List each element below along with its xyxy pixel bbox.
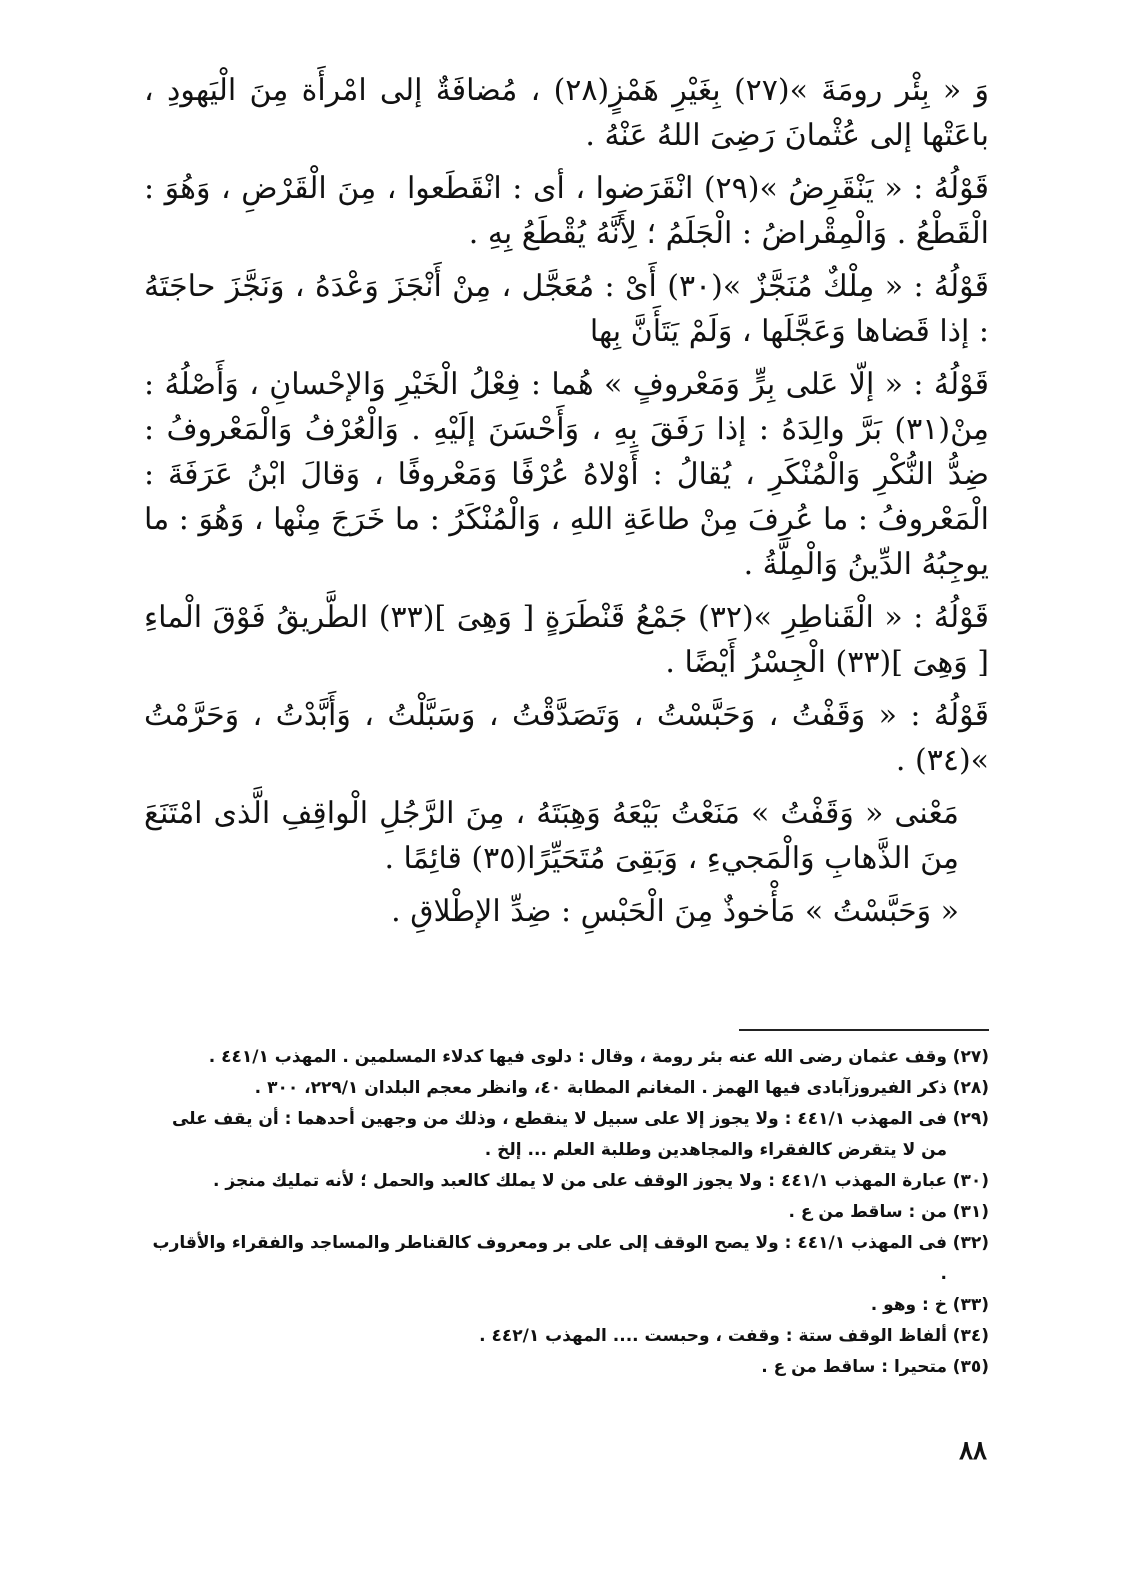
footnote-divider: [739, 1029, 989, 1031]
page-number: ٨٨: [959, 1436, 987, 1466]
paragraph-mulk-munajjaz: قَوْلُهُ : « مِلْكٌ مُنَجَّزٌ »(٣٠) أَىْ : مُعَجَّل ، مِنْ أَنْجَزَ وَعْدَهُ ، وَنَجَّزَ حاجَتَهُ : إذا قَضاها وَعَجَّلَها ، وَلَمْ يَتَأَنَّ بِها: [144, 269, 989, 349]
paragraph-waqaftu-list: قَوْلُهُ : « وَقَفْتُ ، وَحَبَّسْتُ ، وَتَصَدَّقْتُ ، وَسَبَّلْتُ ، وَأَبَّدْتُ ، وَحَرَّمْتُ »(٣٤) .: [144, 698, 989, 778]
footnote: [149, 1321, 989, 1352]
footnote-text: متحيرا : ساقط من ع .: [761, 1357, 947, 1377]
footnote-number: (٢٩): [952, 1109, 989, 1129]
footnote-text: فى المهذب ٤٤١/١ : ولا يصح الوقف إلى على بر ومعروف كالقناطر والمساجد والفقراء والأقارب .: [152, 1233, 947, 1284]
footnote-text: فى المهذب ٤٤١/١ : ولا يجوز إلا على سبيل لا ينقطع ، وذلك من وجهين أحدهما : أن يقف على من لا يتقرض كالفقراء والمجاهدين وطلبة العلم ... إلخ .: [171, 1109, 947, 1160]
paragraph-meaning-waqaftu: مَعْنى « وَقَفْتُ » مَنَعْتُ بَيْعَهُ وَهِبَتَهُ ، مِنَ الرَّجُلِ الْواقِفِ الَّذى امْتَنَعَ مِنَ الذَّهابِ وَالْمَجيءِ ، وَبَقِىَ مُتَحَيِّرًا(٣٥) قائِمًا .: [144, 796, 959, 876]
footnote-number: (٢٧): [952, 1047, 989, 1067]
footnote: [149, 1352, 989, 1383]
footnote-text: عبارة المهذب ٤٤١/١ : ولا يجوز الوقف على من لا يملك كالعبد والحمل ؛ لأنه تمليك منجز .: [213, 1171, 947, 1191]
paragraph-birr-wa-maruf: قَوْلُهُ : « إلّا عَلى بِرٍّ وَمَعْروفٍ » هُما : فِعْلُ الْخَيْرِ وَالإحْسانِ ، وَأَصْلُهُ : مِنْ(٣١) بَرَّ والِدَهُ : إذا رَفَقَ بِهِ ، وَأَحْسَنَ إلَيْهِ . وَالْعُرْفُ وَالْمَعْروفُ : ضِدُّ النُّكْرِ وَالْمُنْكَرِ ، يُقالُ : أَوْلاهُ عُرْفًا وَمَعْروفًا ، وَقالَ ابْنُ عَرَفَةَ : الْمَعْروفُ : ما عُرِفَ مِنْ طاعَةِ اللهِ ، وَالْمُنْكَرُ : ما خَرَجَ مِنْها ، وَهُوَ : ما يوجِبُهُ الدِّينُ وَالْمِلَّةُ .: [144, 367, 989, 582]
footnote-number: (٣٥): [952, 1357, 989, 1377]
footnote: [149, 1073, 989, 1104]
footnote-text: خ : وهو .: [870, 1295, 947, 1315]
paragraph-qanatir: قَوْلُهُ : « الْقَناطِرِ »(٣٢) جَمْعُ قَنْطَرَةٍ [ وَهِىَ ](٣٣) الطَّريقُ فَوْقَ الْماءِ [ وَهِىَ ](٣٣) الْجِسْرُ أَيْضًا .: [144, 600, 989, 680]
footnote-number: (٣٣): [952, 1295, 989, 1315]
paragraph-yanqarid: قَوْلُهُ : « يَنْقَرِضُ »(٢٩) انْقَرَضوا ، أى : انْقَطَعوا ، مِنَ الْقَرْضِ ، وَهُوَ : الْقَطْعُ . وَالْمِقْراضُ : الْجَلَمُ ؛ لِأَنَّهُ يُقْطَعُ بِهِ .: [144, 171, 989, 251]
paragraph-bir-ruma: وَ « بِئْر رومَةَ »(٢٧) بِغَيْرِ هَمْزٍ(٢٨) ، مُضافَةٌ إلى امْرأَة مِنَ الْيَهودِ ، باعَتْها إلى عُثْمانَ رَضِىَ اللهُ عَنْهُ .: [144, 73, 989, 153]
paragraph-habbastu: « وَحَبَّسْتُ » مَأْخوذٌ مِنَ الْحَبْسِ : ضِدِّ الإطْلاقِ .: [391, 894, 959, 929]
footnote: [149, 1228, 989, 1290]
footnote-text: ذكر الفيروزآبادى فيها الهمز . المغانم المطابة ٤٠، وانظر معجم البلدان ٢٢٩/١، ٣٠٠ .: [254, 1078, 947, 1098]
footnote: [149, 1290, 989, 1321]
footnote-number: (٣٤): [952, 1326, 989, 1346]
footnote-number: (٣١): [952, 1202, 989, 1222]
footnote-text: وقف عثمان رضى الله عنه بئر رومة ، وقال : دلوى فيها كدلاء المسلمين . المهذب ٤٤١/١ .: [208, 1047, 947, 1067]
footnote-number: (٣٠): [952, 1171, 989, 1191]
footnote: [149, 1104, 989, 1166]
footnotes: [149, 1042, 989, 1383]
footnote: [149, 1197, 989, 1228]
footnote: [149, 1042, 989, 1073]
footnote-text: ألفاظ الوقف ستة : وقفت ، وحبست .... المهذب ٤٤٢/١ .: [479, 1326, 947, 1346]
main-text: [144, 68, 989, 942]
footnote-number: (٢٨): [952, 1078, 989, 1098]
footnote-number: (٣٢): [952, 1233, 989, 1253]
footnote-text: من : ساقط من ع .: [788, 1202, 947, 1222]
footnote: [149, 1166, 989, 1197]
